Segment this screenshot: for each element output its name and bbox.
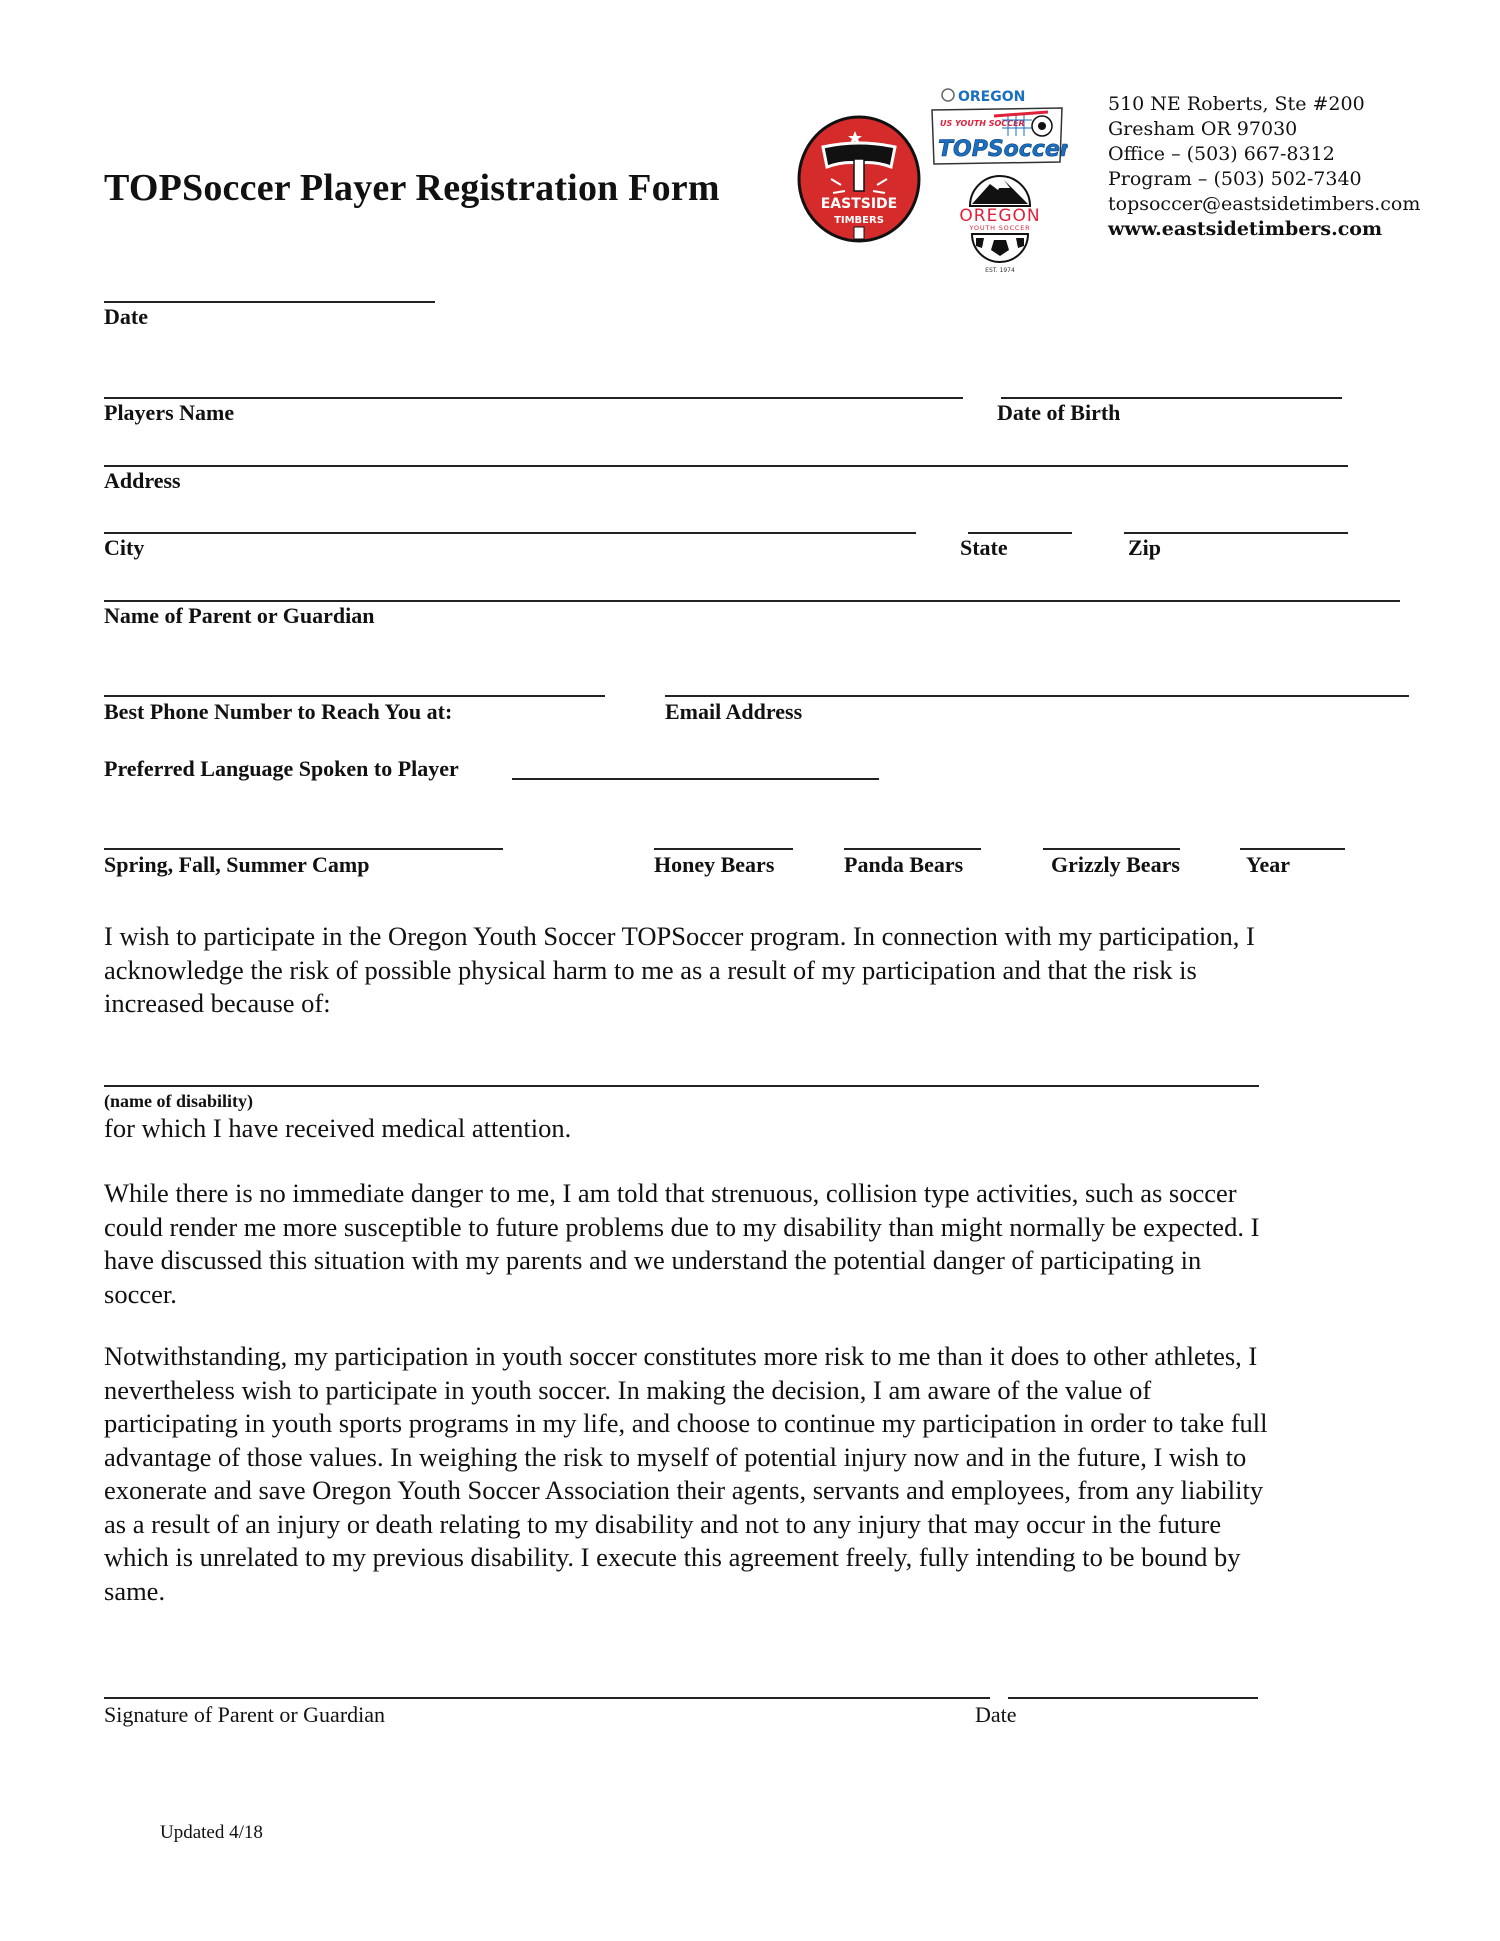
address-label: Address — [104, 468, 181, 493]
parent-guardian-label: Name of Parent or Guardian — [104, 603, 375, 628]
waiver-line: have discussed this situation with my parents and we understand the potential danger of participating in — [104, 1245, 1202, 1275]
date-of-birth-label: Date of Birth — [997, 400, 1121, 425]
contact-block — [1108, 92, 1420, 242]
medical-attention-text: for which I have received medical attention. — [104, 1113, 572, 1143]
waiver-paragraph-3 — [104, 1340, 1424, 1608]
waiver-line: soccer. — [104, 1278, 177, 1309]
waiver-line: which is unrelated to my previous disability. I execute this agreement freely, fully intending to be bound by — [104, 1542, 1241, 1572]
oregon-youth-soccer-badge-icon — [938, 170, 1062, 274]
grizzly-bears-label: Grizzly Bears — [1051, 852, 1180, 877]
phone-label: Best Phone Number to Reach You at: — [104, 699, 453, 724]
website-link[interactable]: www.eastsidetimbers.com — [1108, 218, 1383, 240]
waiver-line: increased because of: — [104, 988, 331, 1018]
svg-text:OREGON: OREGON — [958, 89, 1026, 105]
year-label: Year — [1246, 852, 1290, 877]
players-name-label: Players Name — [104, 400, 235, 425]
svg-text:EASTSIDE: EASTSIDE — [820, 196, 898, 212]
waiver-paragraph-2 — [104, 1177, 1424, 1311]
city-field[interactable] — [104, 532, 916, 534]
svg-text:OREGON: OREGON — [959, 206, 1041, 226]
panda-bears-field[interactable] — [844, 848, 981, 850]
waiver-line: nevertheless wish to participate in youth soccer. In making the decision, I am aware of the value of — [104, 1374, 1152, 1405]
players-name-field[interactable] — [104, 397, 963, 399]
topsoccer-badge-icon — [928, 86, 1068, 166]
email-field[interactable] — [665, 695, 1409, 697]
svg-text:YOUTH SOCCER: YOUTH SOCCER — [969, 224, 1031, 232]
oregon-youth-soccer-logo — [938, 170, 1062, 274]
waiver-line: advantage of those values. In weighing the risk to myself of potential injury now and in the future, I wish to — [104, 1441, 1247, 1472]
season-field[interactable] — [104, 848, 503, 850]
waiver-line: participating in youth sports programs in my life, and choose to continue my participation in order to take full — [104, 1408, 1268, 1438]
state-field[interactable] — [968, 532, 1072, 534]
eastside-timbers-badge-icon — [795, 115, 923, 243]
waiver-line: as a result of an injury or death relating to my disability and not to any injury that may occur in the future — [104, 1508, 1222, 1539]
signature-date-field[interactable] — [1008, 1697, 1258, 1699]
date-label: Date — [104, 304, 148, 329]
svg-text:EST. 1974: EST. 1974 — [985, 267, 1015, 274]
zip-label: Zip — [1128, 535, 1162, 560]
year-field[interactable] — [1240, 848, 1345, 850]
date-of-birth-field[interactable] — [1001, 397, 1342, 399]
address-field[interactable] — [104, 465, 1348, 467]
svg-text:TIMBERS: TIMBERS — [834, 215, 884, 226]
address-line2: Gresham OR 97030 — [1108, 118, 1298, 140]
waiver-paragraph-1 — [104, 920, 1424, 1021]
city-label: City — [104, 535, 145, 560]
waiver-line: could render me more susceptible to future problems due to my disability than might normally be expected. I — [104, 1211, 1260, 1242]
date-field[interactable] — [104, 301, 435, 303]
waiver-line: acknowledge the risk of possible physical harm to me as a result of my participation and that the risk is — [104, 954, 1197, 985]
signature-date-label: Date — [975, 1702, 1017, 1727]
eastside-timbers-logo — [795, 115, 923, 243]
waiver-line: same. — [104, 1575, 166, 1606]
svg-text:TOPSoccer: TOPSoccer — [938, 137, 1068, 162]
waiver-line: While there is no immediate danger to me, I am told that strenuous, collision type activities, such as soccer — [104, 1178, 1237, 1208]
signature-field[interactable] — [104, 1697, 990, 1699]
email-label: Email Address — [665, 699, 803, 724]
waiver-line: I wish to participate in the Oregon Youth Soccer TOPSoccer program. In connection with my participation, I — [104, 921, 1255, 951]
phone-field[interactable] — [104, 695, 605, 697]
zip-field[interactable] — [1124, 532, 1348, 534]
disability-field[interactable] — [104, 1085, 1259, 1087]
language-label: Preferred Language Spoken to Player — [104, 756, 459, 781]
program-phone: Program – (503) 502-7340 — [1108, 168, 1362, 190]
grizzly-bears-field[interactable] — [1043, 848, 1180, 850]
page-title: TOPSoccer Player Registration Form — [104, 167, 720, 209]
panda-bears-label: Panda Bears — [844, 852, 964, 877]
svg-text:US YOUTH SOCCER: US YOUTH SOCCER — [940, 119, 1025, 128]
updated-note: Updated 4/18 — [160, 1822, 263, 1843]
language-field[interactable] — [512, 778, 879, 780]
oregon-topsoccer-logo — [928, 86, 1068, 166]
state-label: State — [960, 535, 1008, 560]
signature-label: Signature of Parent or Guardian — [104, 1702, 386, 1727]
disability-label: (name of disability) — [104, 1091, 254, 1111]
address-line1: 510 NE Roberts, Ste #200 — [1108, 93, 1365, 115]
parent-guardian-field[interactable] — [104, 600, 1400, 602]
waiver-line: exonerate and save Oregon Youth Soccer Association their agents, servants and employees, from any liability — [104, 1475, 1264, 1505]
honey-bears-field[interactable] — [654, 848, 793, 850]
contact-email: topsoccer@eastsidetimbers.com — [1108, 193, 1421, 215]
season-label: Spring, Fall, Summer Camp — [104, 852, 370, 877]
waiver-line: Notwithstanding, my participation in youth soccer constitutes more risk to me than it does to other athletes, I — [104, 1341, 1258, 1371]
honey-bears-label: Honey Bears — [654, 852, 775, 877]
office-phone: Office – (503) 667-8312 — [1108, 143, 1335, 165]
